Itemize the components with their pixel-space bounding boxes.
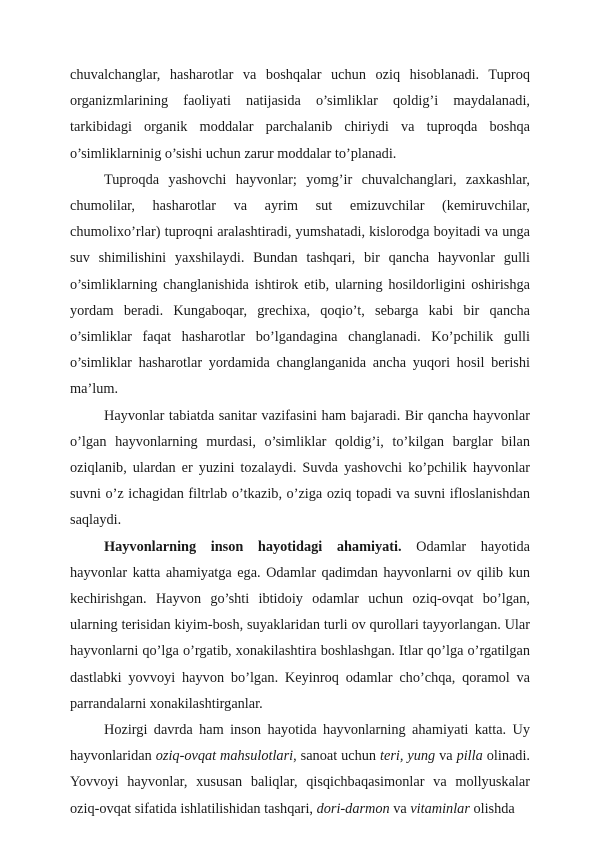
p5-text-3: va (435, 748, 457, 765)
p5-text-2: , sanoat uchun (293, 748, 380, 765)
paragraph-4 (70, 534, 530, 717)
paragraph-2: Tuproqda yashovchi hayvonlar; yomg’ir chuvalchanglari, zaxkashlar, chumolilar, hasharotlar va ayrim sut emizuvchilar (kemiruvchilar, chumolixo’rlar) tuproqni aralashtiradi, yumshatadi, kislorodga boyitadi va unga suv shimilishini yaxshilaydi. Bundan tashqari, bir qancha hayvonlar gulli o’simliklarning changlanishida ishtirok etib, ularning hosildorligini oshirishga yordam beradi. Kungaboqar, grechixa, qoqio’t, sebarga kabi bir qancha o’simliklar faqat hasharotlar bo’lgandagina changlanadi. Ko’pchilik gulli o’simliklar hasharotlar yordamida changlanganida ancha yuqori hosil berishi ma’lum. (70, 171, 530, 398)
p5-italic-3: pilla (456, 748, 483, 765)
p5-italic-4: dori-darmon (316, 800, 390, 817)
paragraph-4-text: Odamlar hayotida hayvonlar katta ahamiyatga ega. Odamlar qadimdan hayvonlarni ov qilib kun kechirishgan. Hayvon go’shti ibtidoiy odamlar uchun oziq-ovqat bo’lgan, ularning terisidan kiyim-bosh, suyaklaridan turli ov qurollari tayyorlangan. Ular hayvonlarni qo’lga o’rgatib, xonakilashtira boshlashgan. Itlar qo’lga o’rgatilgan dastlabki yovvoyi hayvon bo’lgan. Keyinroq odamlar cho’chqa, qoramol va parrandalarni xonakilashtirganlar. (70, 538, 530, 712)
p5-italic-1: oziq-ovqat mahsulotlari (155, 748, 294, 765)
paragraph-1: chuvalchanglar, hasharotlar va boshqalar uchun oziq hisoblanadi. Tuproq organizmlarining faoliyati natijasida o’simliklar qoldig’i maydalanadi, tarkibidagi organik moddalar parchalanib chiriydi va tuproqda boshqa o’simliklarninig o’sishi uchun zarur moddalar to’planadi. (70, 67, 530, 162)
paragraph-3: Hayvonlar tabiatda sanitar vazifasini ham bajaradi. Bir qancha hayvonlar o’lgan hayvonlarning murdasi, o’simliklar qoldig’i, to’kilgan barglar bilan oziqlanib, ulardan er yuzini tozalaydi. Suvda yashovchi ko’pchilik hayvonlar suvni o’z ichagidan filtrlab o’tkazib, o’ziga oziq topadi va suvni ifloslanishdan saqlaydi. (70, 407, 530, 529)
paragraph-5 (70, 717, 530, 822)
p5-text-6: olishda (469, 800, 515, 817)
p5-text-1: Hozirgi davrda ham inson hayotida hayvonlarning ahamiyati katta. Uy hayvonlaridan (70, 722, 530, 765)
p5-italic-5: vitaminlar (410, 800, 470, 817)
p5-italic-2: teri, yung (380, 748, 436, 765)
p5-text-5: va (389, 800, 411, 817)
p5-text-4: olinadi. Yovvoyi hayvonlar, xususan baliqlar, qisqichbaqasimonlar va mollyuskalar oziq-ovqat sifatida ishlatilishidan tashqari, (70, 748, 531, 817)
section-heading: Hayvonlarning inson hayotidagi ahamiyati. (104, 538, 402, 555)
